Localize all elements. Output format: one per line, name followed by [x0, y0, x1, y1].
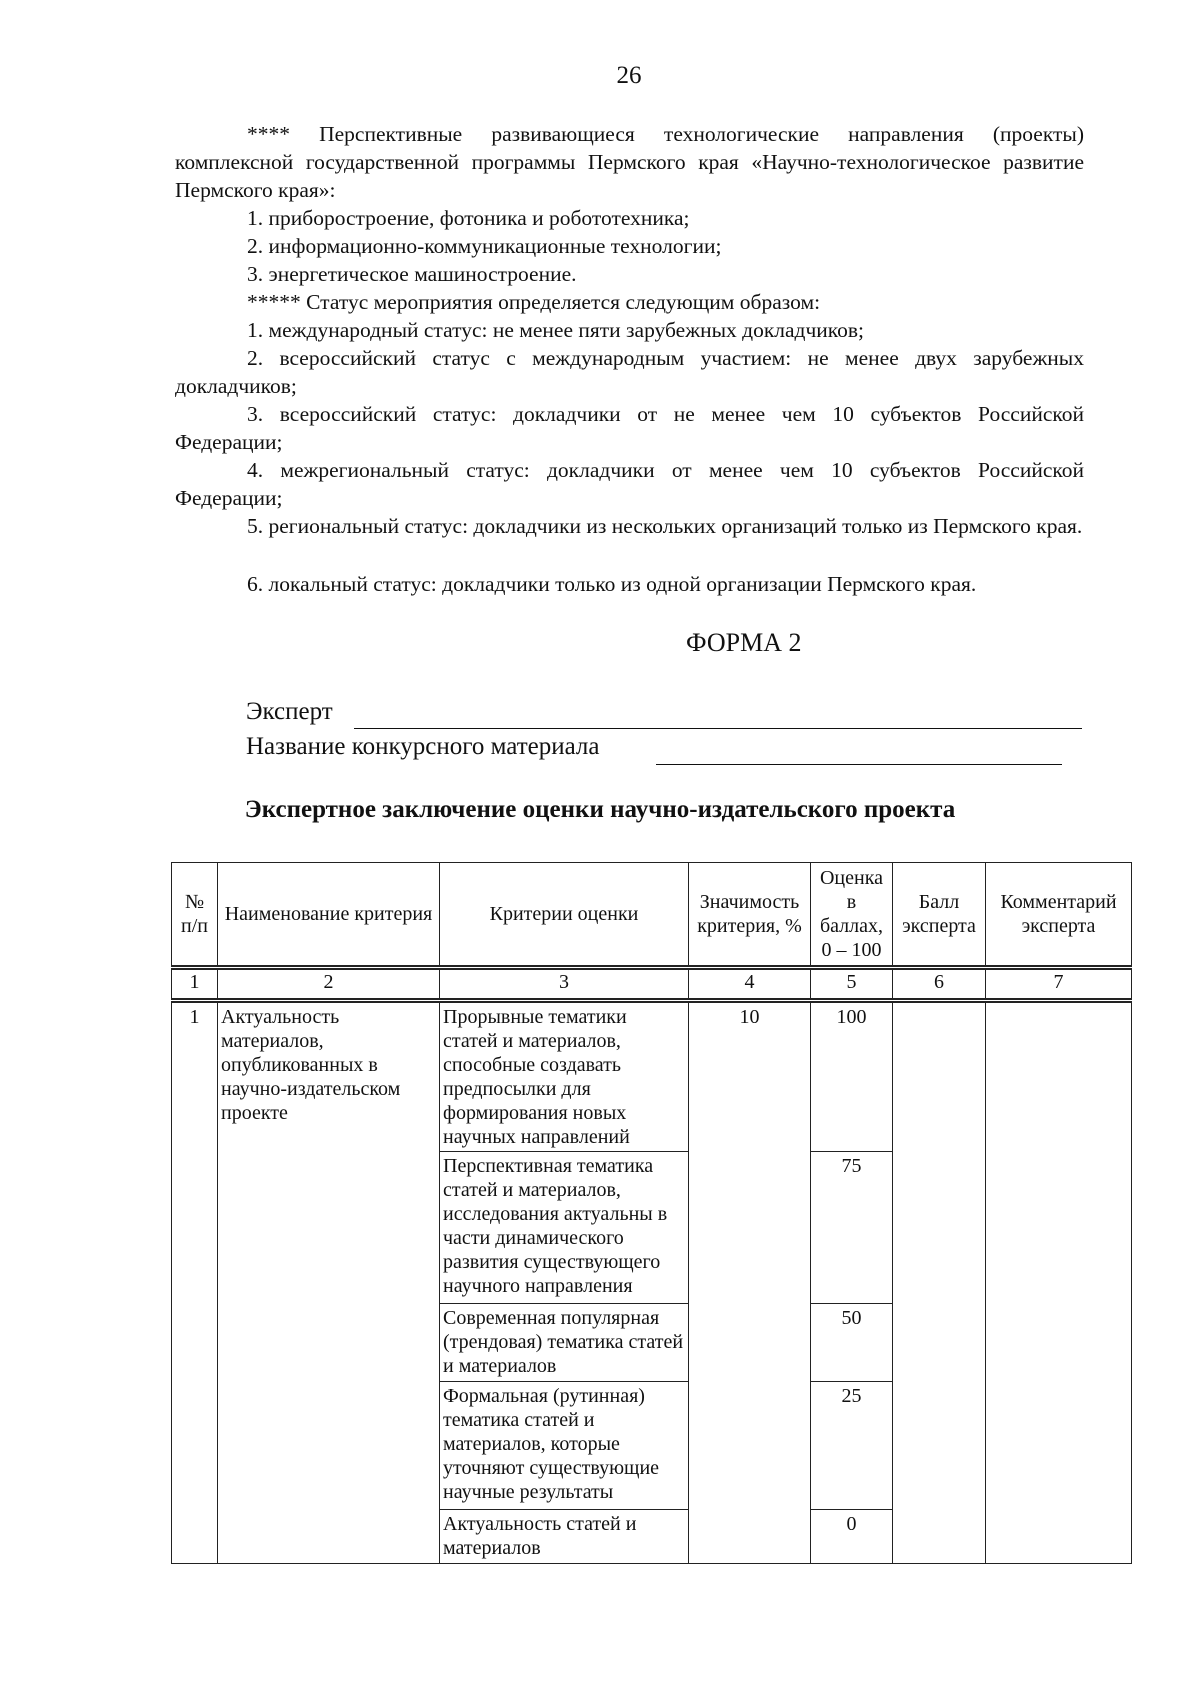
criterion-score: 25: [811, 1382, 893, 1510]
evaluation-table: [171, 862, 1132, 1564]
expert-label: Эксперт: [246, 698, 333, 725]
footnote-4-item: 2. информационно-коммуникационные технологии;: [247, 234, 722, 258]
status-item: 2. всероссийский статус с международным участием: не менее двух зарубежных докладчиков;: [175, 346, 1084, 398]
criterion-score: 100: [811, 1001, 893, 1152]
header-cell: Наименование критерия: [218, 863, 440, 968]
criterion-score: 75: [811, 1152, 893, 1304]
status-item: 5. региональный статус: докладчики из нескольких организаций только из Пермского края.: [247, 514, 1083, 538]
status-item: 1. международный статус: не менее пяти зарубежных докладчиков;: [247, 318, 865, 342]
column-number: 1: [172, 968, 218, 1001]
criterion-score: 50: [811, 1304, 893, 1382]
footnote-5-intro: ***** Статус мероприятия определяется следующим образом:: [247, 290, 821, 314]
table-title: Экспертное заключение оценки научно-издательского проекта: [244, 796, 956, 823]
header-cell: Комментарий эксперта: [986, 863, 1132, 968]
expert-comment-cell[interactable]: [986, 1001, 1132, 1564]
form-title: ФОРМА 2: [686, 628, 802, 657]
header-cell: Критерии оценки: [440, 863, 689, 968]
header-cell: Балл эксперта: [893, 863, 986, 968]
row-number: 1: [172, 1001, 218, 1564]
criterion-weight: 10: [689, 1001, 811, 1564]
footnote-4-item: 1. приборостроение, фотоника и робототехника;: [247, 206, 690, 230]
header-cell: Значимость критерия, %: [689, 863, 811, 968]
status-item: 4. межрегиональный статус: докладчики от менее чем 10 субъектов Российской Федерации;: [175, 458, 1084, 510]
criterion-text: Современная популярная (трендовая) тематика статей и материалов: [440, 1304, 689, 1382]
footnote-4-text: **** Перспективные развивающиеся технологические направления (проекты) комплексной государственной программы Пермского края «Научно-технологическое развитие Пермского края»:: [175, 122, 1084, 202]
status-item: 3. всероссийский статус: докладчики от не менее чем 10 субъектов Российской Федерации;: [175, 402, 1084, 454]
criterion-text: Актуальность статей и материалов: [440, 1510, 689, 1564]
column-number: 6: [893, 968, 986, 1001]
header-cell: № п/п: [172, 863, 218, 968]
expert-input-line[interactable]: [354, 728, 1082, 729]
column-number: 3: [440, 968, 689, 1001]
column-number: 7: [986, 968, 1132, 1001]
criterion-text: Прорывные тематики статей и материалов, способные создавать предпосылки для формирования новых научных направлений: [440, 1001, 689, 1152]
criterion-score: 0: [811, 1510, 893, 1564]
column-number-row: [172, 968, 1132, 1001]
column-number: 4: [689, 968, 811, 1001]
expert-score-cell[interactable]: [893, 1001, 986, 1564]
criterion-name: Актуальность материалов, опубликованных в научно-издательском проекте: [218, 1001, 440, 1564]
criterion-text: Формальная (рутинная) тематика статей и материалов, которые уточняют существующие научные результаты: [440, 1382, 689, 1510]
header-cell: Оценка в баллах, 0 – 100: [811, 863, 893, 968]
status-item: 6. локальный статус: докладчики только из одной организации Пермского края.: [247, 572, 977, 596]
criterion-text: Перспективная тематика статей и материалов, исследования актуальны в части динамического развития существующего научного направления: [440, 1152, 689, 1304]
material-label: Название конкурсного материала: [246, 733, 600, 760]
table-header-row: [172, 863, 1132, 968]
page-number: 26: [616, 62, 642, 89]
column-number: 5: [811, 968, 893, 1001]
table-row: [172, 1001, 1132, 1152]
column-number: 2: [218, 968, 440, 1001]
footnote-4-item: 3. энергетическое машиностроение.: [247, 262, 577, 286]
material-input-line[interactable]: [656, 764, 1062, 765]
